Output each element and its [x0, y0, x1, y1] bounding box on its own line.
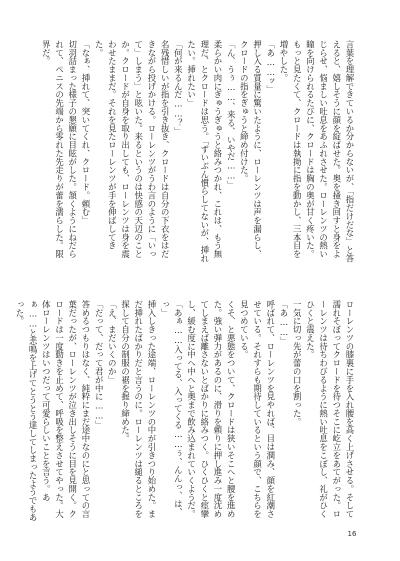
upper-text-block: 言葉を理解できているか分からないが、「指だけだな」と答えると、嬉しそうに顔を綻ばせた。奥を掻き回すと身をよじらせ、悩ましい吐息をあふれさせた。ローレンツの熱い瞳を向けられるたびに、クロードは胸の奥が甘く疼いた。もっと見たくて、クロードは執拗に指を動かし、三本目を増やした。 「あ……ッ」 押し入る質量に驚いたように、ローレンツは声を漏らし、クロードの指をぎゅうと締め付けた。 「ん、うぅ……、来る、いやだ……」 柔らかい肉にぎゅうぎゅうと絡みつかれ、これは、もう無理だ、とクロードは思う。「ずいぶん慣らしてないが、挿れたい。挿れたい」 「何が来るんだ……？」 名残惜しいが指を引き抜き、クロードは自分の下衣をはだきながら投げかける。ローレンツがうわ言のように「いって」しまう」と呟いた。来るというのは快感の天辺のことか。クロードが自身を取り出しても、ローレンツは身を震わせたままだ。それを見たローレンツが手を伸ばしてきた。 「なぁ、挿れて、突いてくれ、クロード。頼む」 切羽詰まった様子の懇願に目眩がした。頷くようにねだられて、ペニスの先端から零れた先走りが蕾を濡らした。限界だ。	[41, 40, 355, 263]
lower-text-block: ローレンツの膝裏に手を入れ腰を高く上げさせる。そして濡れそぼってクロードを待つそこに屹立をあてがった。ローレンツは待ちわびるように熱い吐息をこぼし、礼がひくひくと震えた。 一気に切っ先が蕾の口を割った。 「あ……」 呼ばれて、ローレンツを見やれば、目は潤み、顔を紅潮させている。それすらも期待しているという顔で、こちらを見つめている。 くそ、と悪態をついて、クロードは狭いそこへと腰を進めた。強い弾力があるのに、滑りを頼りに押し進み一度沈めてしまえば離さないとばかりに絡みつく。ひくひくと痙攣し、緩む度に中へ中へと奥まで飲み込まれていくようだ。 「あぁ……入ってる、入ってくる……ぅ、んんっ、は、っ」 挿入しきった途端、ローレンツの中が引きつり始めた。まだ挿れたばかりだと言うのに。ローレンツは縋るところを探して自分の制服の裾を握り締めた。 「え、まだいくのか」 「だって、だって君が中に……」 答めるつもりはなく、純粋にまだ途中なのにと思っての言葉だったが、ローレンツが泣き出しそうに目を見開く。クロードは一度動きを止めて、呼吸を整えさせてやった。大体ローレンツはいつだって可愛らしいことを言う。あぁ……と悲鳴を上げてとうとう達してしまったようでもあった。	[14, 300, 355, 522]
page-number: 16	[347, 530, 357, 538]
